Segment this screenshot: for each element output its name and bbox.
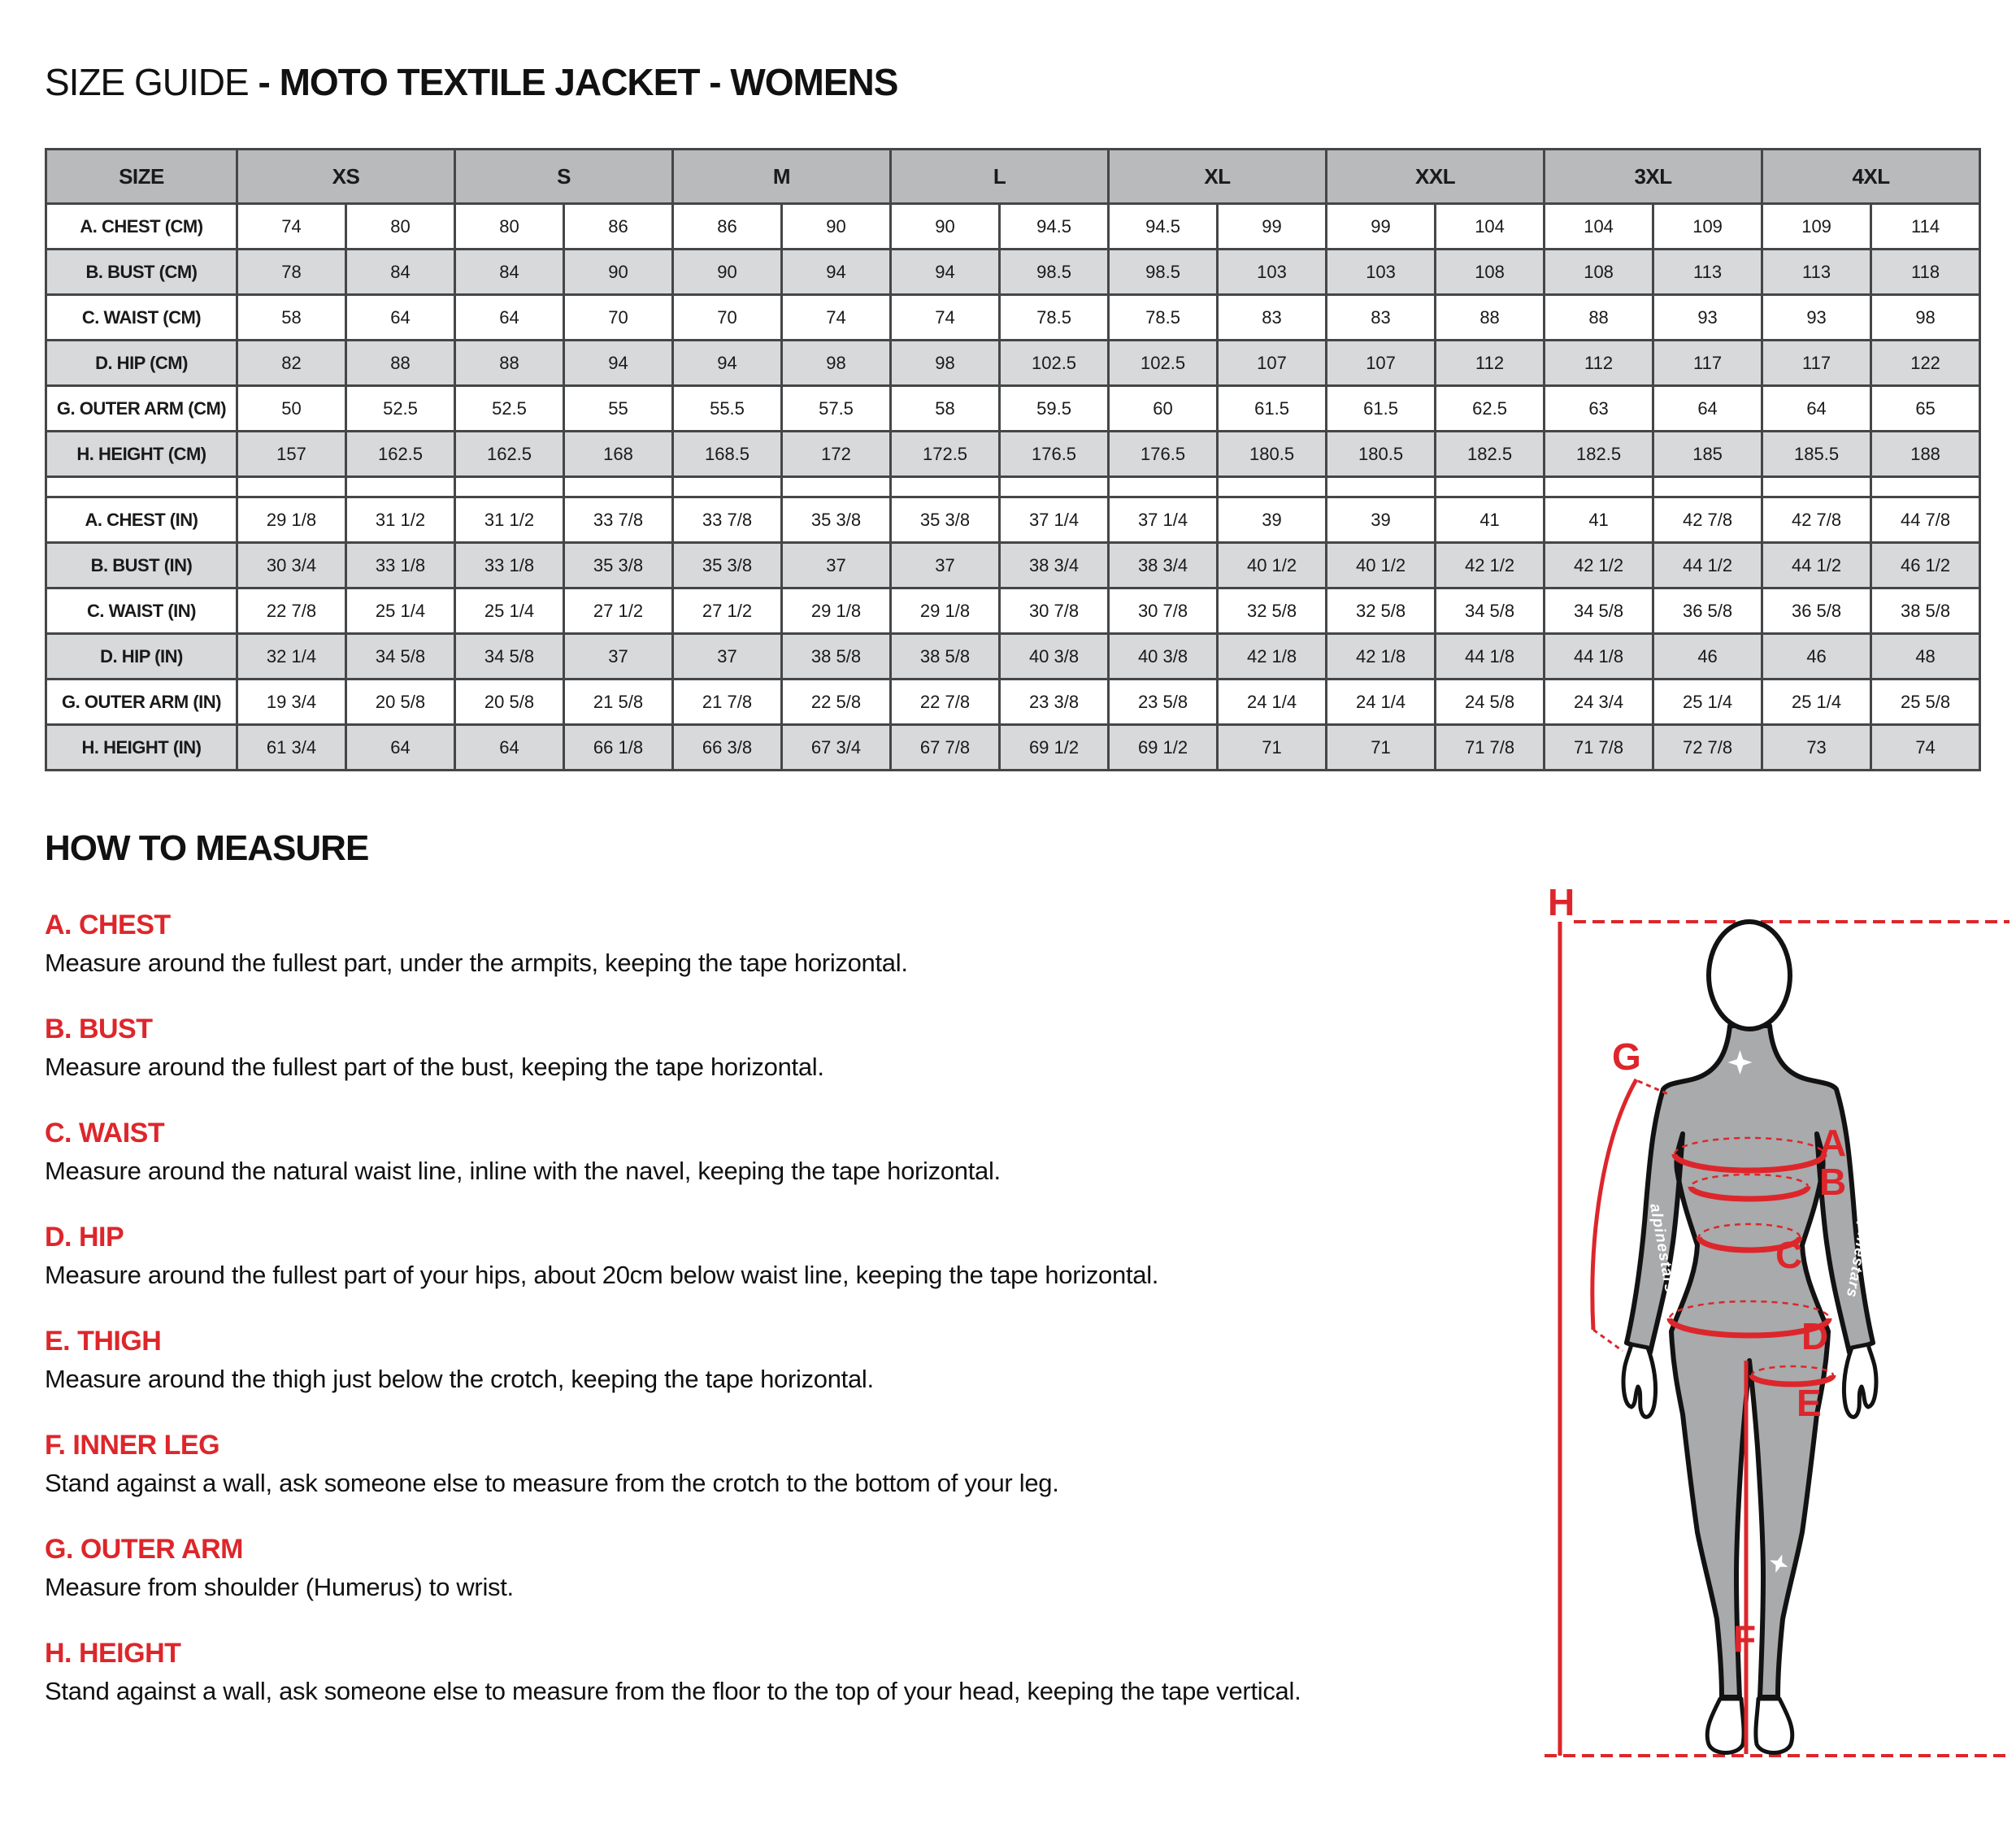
size-value-cell: 32 5/8 bbox=[1218, 588, 1327, 634]
size-value-cell: 90 bbox=[564, 250, 673, 295]
size-value-cell: 71 7/8 bbox=[1436, 725, 1545, 771]
size-value-cell: 44 1/2 bbox=[1653, 543, 1762, 588]
size-value-cell: 70 bbox=[564, 295, 673, 341]
size-value-cell: 185.5 bbox=[1762, 432, 1871, 477]
measure-section-text: Stand against a wall, ask someone else to measure from the crotch to the bottom of your leg. bbox=[45, 1469, 1059, 1497]
size-value-cell: 33 1/8 bbox=[455, 543, 564, 588]
size-value-cell: 86 bbox=[673, 204, 782, 250]
left-hand bbox=[1623, 1344, 1656, 1417]
size-value-cell: 98 bbox=[782, 341, 891, 386]
size-value-cell: 33 7/8 bbox=[564, 497, 673, 543]
measure-section-hip bbox=[45, 1222, 1508, 1290]
measure-section-heading: F. INNER LEG bbox=[45, 1430, 220, 1461]
size-value-cell: 42 7/8 bbox=[1762, 497, 1871, 543]
size-guide-table bbox=[45, 148, 1981, 771]
size-value-cell: 94 bbox=[782, 250, 891, 295]
size-value-cell: 32 5/8 bbox=[1327, 588, 1436, 634]
table-row bbox=[46, 543, 1980, 588]
table-row bbox=[46, 295, 1980, 341]
size-value-cell: 88 bbox=[1545, 295, 1653, 341]
head bbox=[1709, 922, 1790, 1029]
figure-letter-g: G bbox=[1612, 1036, 1641, 1078]
size-value-cell: 78.5 bbox=[1109, 295, 1218, 341]
measure-section-heading: G. OUTER ARM bbox=[45, 1534, 243, 1565]
size-value-cell: 66 3/8 bbox=[673, 725, 782, 771]
size-value-cell: 66 1/8 bbox=[564, 725, 673, 771]
spacer-cell bbox=[1436, 477, 1545, 497]
size-value-cell: 34 5/8 bbox=[455, 634, 564, 680]
page-title bbox=[45, 60, 1979, 104]
size-value-cell: 64 bbox=[455, 295, 564, 341]
size-value-cell: 46 1/2 bbox=[1871, 543, 1980, 588]
size-value-cell: 22 5/8 bbox=[782, 680, 891, 725]
size-value-cell: 157 bbox=[237, 432, 346, 477]
figure-letter-d: D bbox=[1801, 1315, 1829, 1357]
size-value-cell: 98.5 bbox=[1000, 250, 1109, 295]
size-value-cell: 25 1/4 bbox=[1653, 680, 1762, 725]
size-value-cell: 104 bbox=[1436, 204, 1545, 250]
size-column-header-xs: XS bbox=[237, 150, 455, 204]
measure-section-text: Measure around the fullest part, under the armpits, keeping the tape horizontal. bbox=[45, 949, 908, 977]
table-row bbox=[46, 680, 1980, 725]
size-value-cell: 34 5/8 bbox=[1436, 588, 1545, 634]
size-value-cell: 94 bbox=[891, 250, 1000, 295]
measure-section-bust bbox=[45, 1014, 1508, 1082]
size-value-cell: 176.5 bbox=[1000, 432, 1109, 477]
size-value-cell: 182.5 bbox=[1545, 432, 1653, 477]
size-value-cell: 74 bbox=[891, 295, 1000, 341]
size-value-cell: 102.5 bbox=[1000, 341, 1109, 386]
size-value-cell: 73 bbox=[1762, 725, 1871, 771]
size-value-cell: 36 5/8 bbox=[1762, 588, 1871, 634]
size-value-cell: 88 bbox=[1436, 295, 1545, 341]
size-value-cell: 86 bbox=[564, 204, 673, 250]
size-value-cell: 64 bbox=[1762, 386, 1871, 432]
size-value-cell: 67 3/4 bbox=[782, 725, 891, 771]
spacer-cell bbox=[1871, 477, 1980, 497]
size-value-cell: 72 7/8 bbox=[1653, 725, 1762, 771]
spacer-cell bbox=[46, 477, 237, 497]
measure-section-chest bbox=[45, 910, 1508, 978]
size-value-cell: 30 7/8 bbox=[1000, 588, 1109, 634]
size-value-cell: 117 bbox=[1653, 341, 1762, 386]
unit-spacer-row bbox=[46, 477, 1980, 497]
figure-letter-e: E bbox=[1797, 1382, 1822, 1424]
size-value-cell: 44 7/8 bbox=[1871, 497, 1980, 543]
size-value-cell: 102.5 bbox=[1109, 341, 1218, 386]
size-value-cell: 168 bbox=[564, 432, 673, 477]
size-value-cell: 90 bbox=[782, 204, 891, 250]
table-row bbox=[46, 725, 1980, 771]
size-value-cell: 42 7/8 bbox=[1653, 497, 1762, 543]
size-table-header-row bbox=[46, 150, 1980, 204]
table-row bbox=[46, 588, 1980, 634]
size-value-cell: 31 1/2 bbox=[346, 497, 455, 543]
size-value-cell: 90 bbox=[891, 204, 1000, 250]
spacer-cell bbox=[1218, 477, 1327, 497]
size-value-cell: 41 bbox=[1545, 497, 1653, 543]
size-value-cell: 27 1/2 bbox=[673, 588, 782, 634]
table-row bbox=[46, 386, 1980, 432]
size-value-cell: 61 3/4 bbox=[237, 725, 346, 771]
size-value-cell: 84 bbox=[346, 250, 455, 295]
size-value-cell: 24 1/4 bbox=[1327, 680, 1436, 725]
row-label: A. CHEST (CM) bbox=[46, 204, 237, 250]
size-value-cell: 60 bbox=[1109, 386, 1218, 432]
size-value-cell: 61.5 bbox=[1327, 386, 1436, 432]
size-value-cell: 83 bbox=[1327, 295, 1436, 341]
measure-section-outer-arm bbox=[45, 1534, 1508, 1602]
size-value-cell: 58 bbox=[891, 386, 1000, 432]
spacer-cell bbox=[1109, 477, 1218, 497]
table-row bbox=[46, 341, 1980, 386]
size-value-cell: 180.5 bbox=[1218, 432, 1327, 477]
size-value-cell: 41 bbox=[1436, 497, 1545, 543]
size-value-cell: 35 3/8 bbox=[564, 543, 673, 588]
size-value-cell: 29 1/8 bbox=[237, 497, 346, 543]
size-value-cell: 64 bbox=[1653, 386, 1762, 432]
size-value-cell: 37 bbox=[782, 543, 891, 588]
alpinestars-wordmark-left-arm: alpinestars bbox=[1646, 1202, 1679, 1295]
size-value-cell: 78 bbox=[237, 250, 346, 295]
size-value-cell: 57.5 bbox=[782, 386, 891, 432]
spacer-cell bbox=[891, 477, 1000, 497]
measure-section-heading: B. BUST bbox=[45, 1014, 153, 1044]
size-value-cell: 33 1/8 bbox=[346, 543, 455, 588]
size-value-cell: 98 bbox=[1871, 295, 1980, 341]
table-row bbox=[46, 634, 1980, 680]
row-label: G. OUTER ARM (CM) bbox=[46, 386, 237, 432]
size-value-cell: 37 1/4 bbox=[1109, 497, 1218, 543]
left-foot bbox=[1707, 1699, 1744, 1753]
size-value-cell: 67 7/8 bbox=[891, 725, 1000, 771]
size-value-cell: 58 bbox=[237, 295, 346, 341]
size-value-cell: 62.5 bbox=[1436, 386, 1545, 432]
table-row bbox=[46, 250, 1980, 295]
measure-section-thigh bbox=[45, 1326, 1508, 1394]
size-value-cell: 93 bbox=[1653, 295, 1762, 341]
measure-section-text: Stand against a wall, ask someone else to measure from the floor to the top of your head, keeping the tape vertical. bbox=[45, 1677, 1301, 1705]
size-column-header-m: M bbox=[673, 150, 891, 204]
measure-section-text: Measure from shoulder (Humerus) to wrist. bbox=[45, 1573, 514, 1601]
how-to-measure-heading: HOW TO MEASURE bbox=[45, 828, 369, 868]
spacer-cell bbox=[237, 477, 346, 497]
measure-section-heading: A. CHEST bbox=[45, 910, 171, 940]
size-value-cell: 64 bbox=[455, 725, 564, 771]
row-label: B. BUST (CM) bbox=[46, 250, 237, 295]
spacer-cell bbox=[673, 477, 782, 497]
size-value-cell: 29 1/8 bbox=[891, 588, 1000, 634]
size-column-header-xl: XL bbox=[1109, 150, 1327, 204]
size-value-cell: 44 1/8 bbox=[1545, 634, 1653, 680]
measure-section-text: Measure around the fullest part of your hips, about 20cm below waist line, keeping the tape horizontal. bbox=[45, 1261, 1159, 1289]
row-label: G. OUTER ARM (IN) bbox=[46, 680, 237, 725]
size-value-cell: 107 bbox=[1327, 341, 1436, 386]
size-value-cell: 38 3/4 bbox=[1109, 543, 1218, 588]
size-value-cell: 35 3/8 bbox=[673, 543, 782, 588]
size-value-cell: 94 bbox=[564, 341, 673, 386]
table-row bbox=[46, 204, 1980, 250]
size-value-cell: 99 bbox=[1327, 204, 1436, 250]
size-value-cell: 23 3/8 bbox=[1000, 680, 1109, 725]
spacer-cell bbox=[1762, 477, 1871, 497]
spacer-cell bbox=[1545, 477, 1653, 497]
row-label: H. HEIGHT (IN) bbox=[46, 725, 237, 771]
size-value-cell: 65 bbox=[1871, 386, 1980, 432]
size-value-cell: 40 3/8 bbox=[1000, 634, 1109, 680]
size-value-cell: 112 bbox=[1436, 341, 1545, 386]
size-value-cell: 90 bbox=[673, 250, 782, 295]
size-value-cell: 80 bbox=[455, 204, 564, 250]
measure-section-heading: E. THIGH bbox=[45, 1326, 162, 1357]
size-value-cell: 93 bbox=[1762, 295, 1871, 341]
size-value-cell: 55 bbox=[564, 386, 673, 432]
size-value-cell: 94.5 bbox=[1000, 204, 1109, 250]
measure-section-heading: C. WAIST bbox=[45, 1118, 165, 1148]
size-value-cell: 39 bbox=[1327, 497, 1436, 543]
body-measurement-diagram bbox=[1528, 878, 2016, 1837]
spacer-cell bbox=[1000, 477, 1109, 497]
row-label: C. WAIST (IN) bbox=[46, 588, 237, 634]
size-value-cell: 113 bbox=[1762, 250, 1871, 295]
size-value-cell: 108 bbox=[1436, 250, 1545, 295]
size-value-cell: 44 1/2 bbox=[1762, 543, 1871, 588]
size-value-cell: 23 5/8 bbox=[1109, 680, 1218, 725]
size-value-cell: 38 5/8 bbox=[891, 634, 1000, 680]
outer-arm-dash-bottom bbox=[1593, 1330, 1623, 1351]
measure-section-heading: H. HEIGHT bbox=[45, 1638, 181, 1669]
measure-section-height bbox=[45, 1638, 1508, 1706]
row-label: B. BUST (IN) bbox=[46, 543, 237, 588]
size-value-cell: 82 bbox=[237, 341, 346, 386]
size-value-cell: 48 bbox=[1871, 634, 1980, 680]
size-value-cell: 99 bbox=[1218, 204, 1327, 250]
figure-letter-b: B bbox=[1819, 1161, 1847, 1203]
page-title-normal: SIZE GUIDE bbox=[45, 61, 259, 103]
spacer-cell bbox=[564, 477, 673, 497]
size-value-cell: 61.5 bbox=[1218, 386, 1327, 432]
size-column-header-4xl: 4XL bbox=[1762, 150, 1980, 204]
size-value-cell: 162.5 bbox=[346, 432, 455, 477]
size-value-cell: 109 bbox=[1762, 204, 1871, 250]
measure-section-text: Measure around the thigh just below the crotch, keeping the tape horizontal. bbox=[45, 1365, 874, 1393]
spacer-cell bbox=[346, 477, 455, 497]
size-value-cell: 98 bbox=[891, 341, 1000, 386]
size-value-cell: 38 5/8 bbox=[1871, 588, 1980, 634]
size-value-cell: 25 1/4 bbox=[1762, 680, 1871, 725]
row-label: D. HIP (IN) bbox=[46, 634, 237, 680]
size-value-cell: 37 1/4 bbox=[1000, 497, 1109, 543]
size-value-cell: 70 bbox=[673, 295, 782, 341]
size-value-cell: 44 1/8 bbox=[1436, 634, 1545, 680]
size-value-cell: 24 3/4 bbox=[1545, 680, 1653, 725]
size-value-cell: 104 bbox=[1545, 204, 1653, 250]
right-foot bbox=[1756, 1699, 1792, 1753]
size-value-cell: 74 bbox=[1871, 725, 1980, 771]
size-value-cell: 50 bbox=[237, 386, 346, 432]
size-column-header-s: S bbox=[455, 150, 673, 204]
size-value-cell: 24 5/8 bbox=[1436, 680, 1545, 725]
size-value-cell: 88 bbox=[455, 341, 564, 386]
size-value-cell: 64 bbox=[346, 725, 455, 771]
table-row bbox=[46, 497, 1980, 543]
size-column-header-xxl: XXL bbox=[1327, 150, 1545, 204]
alpinestars-wordmark-right-arm: alpinestars bbox=[1842, 1207, 1875, 1300]
size-value-cell: 42 1/8 bbox=[1218, 634, 1327, 680]
size-value-cell: 42 1/8 bbox=[1327, 634, 1436, 680]
size-value-cell: 27 1/2 bbox=[564, 588, 673, 634]
size-value-cell: 88 bbox=[346, 341, 455, 386]
measurement-figure bbox=[1528, 878, 2016, 1837]
spacer-cell bbox=[455, 477, 564, 497]
size-value-cell: 40 1/2 bbox=[1218, 543, 1327, 588]
size-value-cell: 172 bbox=[782, 432, 891, 477]
size-value-cell: 103 bbox=[1218, 250, 1327, 295]
row-label: D. HIP (CM) bbox=[46, 341, 237, 386]
size-value-cell: 108 bbox=[1545, 250, 1653, 295]
size-value-cell: 114 bbox=[1871, 204, 1980, 250]
size-value-cell: 185 bbox=[1653, 432, 1762, 477]
size-value-cell: 113 bbox=[1653, 250, 1762, 295]
size-value-cell: 59.5 bbox=[1000, 386, 1109, 432]
right-hand bbox=[1844, 1344, 1876, 1417]
size-value-cell: 109 bbox=[1653, 204, 1762, 250]
size-value-cell: 69 1/2 bbox=[1000, 725, 1109, 771]
size-value-cell: 37 bbox=[673, 634, 782, 680]
size-value-cell: 74 bbox=[782, 295, 891, 341]
size-value-cell: 37 bbox=[891, 543, 1000, 588]
size-value-cell: 42 1/2 bbox=[1545, 543, 1653, 588]
row-label: C. WAIST (CM) bbox=[46, 295, 237, 341]
size-value-cell: 78.5 bbox=[1000, 295, 1109, 341]
size-corner-header: SIZE bbox=[46, 150, 237, 204]
outer-arm-measure-arc bbox=[1592, 1079, 1636, 1330]
size-value-cell: 180.5 bbox=[1327, 432, 1436, 477]
size-value-cell: 25 1/4 bbox=[455, 588, 564, 634]
size-value-cell: 188 bbox=[1871, 432, 1980, 477]
measure-section-text: Measure around the natural waist line, inline with the navel, keeping the tape horizontal. bbox=[45, 1157, 1001, 1185]
figure-letter-f: F bbox=[1733, 1617, 1757, 1660]
size-value-cell: 25 5/8 bbox=[1871, 680, 1980, 725]
size-value-cell: 118 bbox=[1871, 250, 1980, 295]
size-value-cell: 32 1/4 bbox=[237, 634, 346, 680]
size-value-cell: 98.5 bbox=[1109, 250, 1218, 295]
size-value-cell: 39 bbox=[1218, 497, 1327, 543]
size-value-cell: 84 bbox=[455, 250, 564, 295]
size-value-cell: 74 bbox=[237, 204, 346, 250]
size-value-cell: 29 1/8 bbox=[782, 588, 891, 634]
size-value-cell: 52.5 bbox=[346, 386, 455, 432]
size-value-cell: 117 bbox=[1762, 341, 1871, 386]
measure-section-heading: D. HIP bbox=[45, 1222, 124, 1253]
size-value-cell: 94 bbox=[673, 341, 782, 386]
size-value-cell: 172.5 bbox=[891, 432, 1000, 477]
size-value-cell: 21 7/8 bbox=[673, 680, 782, 725]
size-value-cell: 20 5/8 bbox=[455, 680, 564, 725]
size-value-cell: 71 bbox=[1327, 725, 1436, 771]
figure-letter-a: A bbox=[1819, 1122, 1847, 1164]
size-column-header-3xl: 3XL bbox=[1545, 150, 1762, 204]
table-row bbox=[46, 432, 1980, 477]
size-value-cell: 30 7/8 bbox=[1109, 588, 1218, 634]
size-value-cell: 35 3/8 bbox=[891, 497, 1000, 543]
size-value-cell: 107 bbox=[1218, 341, 1327, 386]
measure-section-inner-leg bbox=[45, 1430, 1508, 1498]
size-value-cell: 19 3/4 bbox=[237, 680, 346, 725]
size-value-cell: 83 bbox=[1218, 295, 1327, 341]
size-value-cell: 35 3/8 bbox=[782, 497, 891, 543]
spacer-cell bbox=[782, 477, 891, 497]
size-value-cell: 80 bbox=[346, 204, 455, 250]
measure-section-text: Measure around the fullest part of the bust, keeping the tape horizontal. bbox=[45, 1053, 824, 1081]
size-value-cell: 64 bbox=[346, 295, 455, 341]
spacer-cell bbox=[1327, 477, 1436, 497]
size-value-cell: 46 bbox=[1653, 634, 1762, 680]
size-value-cell: 31 1/2 bbox=[455, 497, 564, 543]
size-value-cell: 42 1/2 bbox=[1436, 543, 1545, 588]
size-value-cell: 24 1/4 bbox=[1218, 680, 1327, 725]
size-value-cell: 46 bbox=[1762, 634, 1871, 680]
size-value-cell: 182.5 bbox=[1436, 432, 1545, 477]
measure-section-waist bbox=[45, 1118, 1508, 1186]
page-title-bold: - MOTO TEXTILE JACKET - WOMENS bbox=[258, 61, 898, 103]
size-value-cell: 37 bbox=[564, 634, 673, 680]
size-value-cell: 168.5 bbox=[673, 432, 782, 477]
size-value-cell: 52.5 bbox=[455, 386, 564, 432]
figure-letter-c: C bbox=[1775, 1234, 1803, 1276]
size-column-header-l: L bbox=[891, 150, 1109, 204]
size-value-cell: 55.5 bbox=[673, 386, 782, 432]
size-value-cell: 34 5/8 bbox=[346, 634, 455, 680]
size-value-cell: 30 3/4 bbox=[237, 543, 346, 588]
size-value-cell: 112 bbox=[1545, 341, 1653, 386]
size-value-cell: 103 bbox=[1327, 250, 1436, 295]
size-value-cell: 162.5 bbox=[455, 432, 564, 477]
size-value-cell: 176.5 bbox=[1109, 432, 1218, 477]
size-value-cell: 25 1/4 bbox=[346, 588, 455, 634]
size-value-cell: 20 5/8 bbox=[346, 680, 455, 725]
size-value-cell: 34 5/8 bbox=[1545, 588, 1653, 634]
row-label: A. CHEST (IN) bbox=[46, 497, 237, 543]
size-value-cell: 21 5/8 bbox=[564, 680, 673, 725]
size-value-cell: 38 3/4 bbox=[1000, 543, 1109, 588]
size-value-cell: 22 7/8 bbox=[891, 680, 1000, 725]
measure-sections bbox=[45, 910, 1508, 1706]
spacer-cell bbox=[1653, 477, 1762, 497]
size-value-cell: 63 bbox=[1545, 386, 1653, 432]
size-value-cell: 122 bbox=[1871, 341, 1980, 386]
size-value-cell: 22 7/8 bbox=[237, 588, 346, 634]
size-value-cell: 33 7/8 bbox=[673, 497, 782, 543]
size-value-cell: 36 5/8 bbox=[1653, 588, 1762, 634]
figure-letter-h: H bbox=[1548, 881, 1575, 923]
row-label: H. HEIGHT (CM) bbox=[46, 432, 237, 477]
size-value-cell: 71 bbox=[1218, 725, 1327, 771]
size-value-cell: 40 1/2 bbox=[1327, 543, 1436, 588]
size-value-cell: 69 1/2 bbox=[1109, 725, 1218, 771]
size-value-cell: 40 3/8 bbox=[1109, 634, 1218, 680]
size-value-cell: 94.5 bbox=[1109, 204, 1218, 250]
size-value-cell: 38 5/8 bbox=[782, 634, 891, 680]
size-value-cell: 71 7/8 bbox=[1545, 725, 1653, 771]
